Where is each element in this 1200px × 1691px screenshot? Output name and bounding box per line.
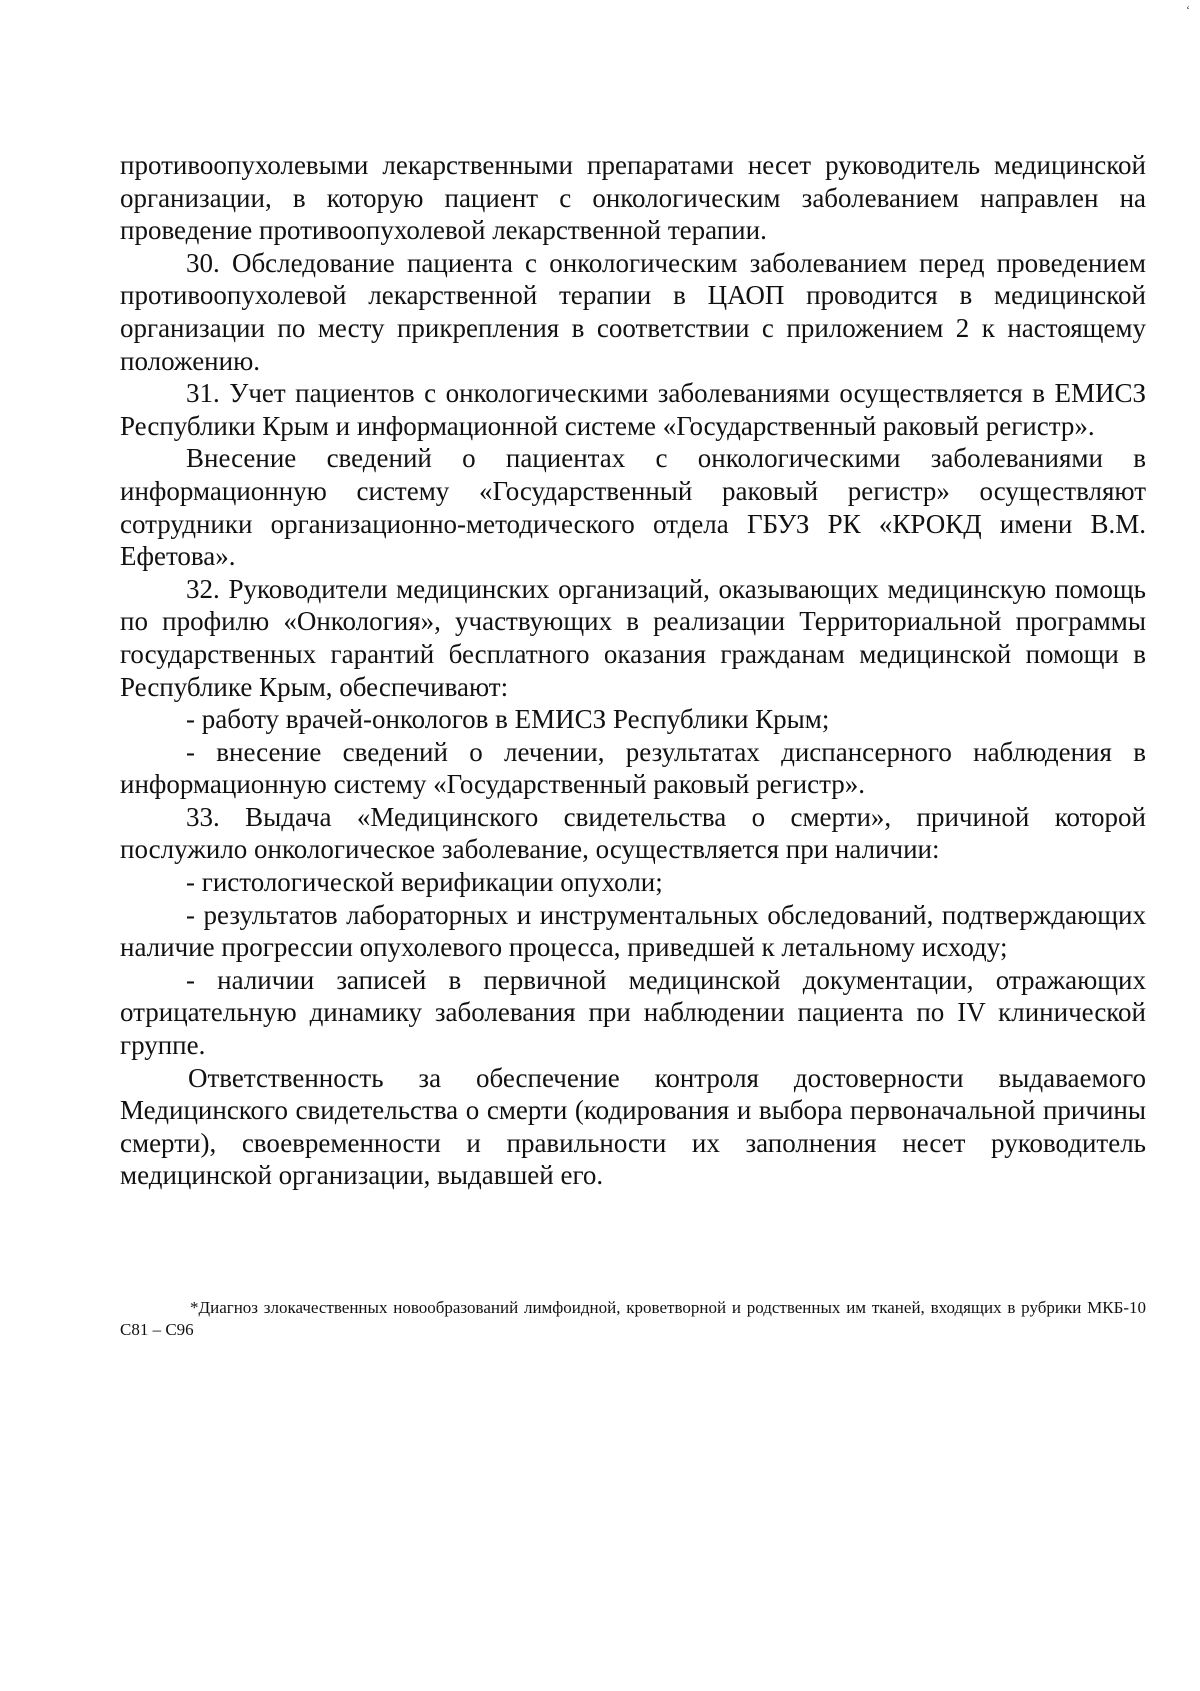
paragraph-32-item-oncologists: - работу врачей-онкологов в ЕМИСЗ Республики Крым; bbox=[186, 704, 830, 735]
footnote bbox=[120, 1297, 1146, 1341]
paragraph-32: 32. Руководители медицинских организаций, оказывающих медицинскую помощь по профилю «Онкология», участвующих в реализации Территориальной программы государственных гарантий бесплатного оказания гражданам медицинской помощи в Республике Крым, обеспечивают: bbox=[120, 573, 1146, 702]
scan-corner-mark: ʻ bbox=[1186, 3, 1190, 17]
paragraph-30: 30. Обследование пациента с онкологическим заболеванием перед проведением противоопухолевой лекарственной терапии в ЦАОП проводится в медицинской организации по месту прикрепления в соответствии с приложением 2 к настоящему положению. bbox=[120, 247, 1146, 376]
footnote-text: *Диагноз злокачественных новообразований лимфоидной, кроветворной и родственных им тканей, входящих в рубрики МКБ-10 С81 – С96 bbox=[120, 1298, 1146, 1339]
paragraph-33: 33. Выдача «Медицинского свидетельства о смерти», причиной которой послужило онкологическое заболевание, осуществляется при наличии: bbox=[120, 801, 1146, 865]
paragraph-33-item-results: - результатов лабораторных и инструментальных обследований, подтверждающих наличие прогрессии опухолевого процесса, приведшей к летальному исходу; bbox=[120, 899, 1146, 963]
paragraph-32-item-registry: - внесение сведений о лечении, результатах диспансерного наблюдения в информационную систему «Государственный раковый регистр». bbox=[120, 736, 1146, 800]
document-body bbox=[120, 149, 1146, 1192]
paragraph-31: 31. Учет пациентов с онкологическими заболеваниями осуществляется в ЕМИСЗ Республики Крым и информационной системе «Государственный раковый регистр». bbox=[120, 378, 1146, 441]
paragraph-31-registry-entry: Внесение сведений о пациентах с онкологическими заболеваниями в информационную систему «Государственный раковый регистр» осуществляют сотрудники организационно-методического отдела ГБУЗ РК «КРОКД имени В.М. Ефетова». bbox=[120, 443, 1146, 572]
paragraph-continuation: противоопухолевыми лекарственными препаратами несет руководитель медицинской организации, в которую пациент с онкологическим заболеванием направлен на проведение противоопухолевой лекарственной терапии. bbox=[120, 150, 1146, 246]
paragraph-33-responsibility: Ответственность за обеспечение контроля достоверности выдаваемого Медицинского свидетельства о смерти (кодирования и выбора первоначальной причины смерти), своевременности и правильности их заполнения несет руководитель медицинской организации, выдавшей его. bbox=[120, 1062, 1146, 1191]
paragraph-33-item-histology: - гистологической верификации опухоли; bbox=[186, 867, 663, 898]
paragraph-33-item-records: - наличии записей в первичной медицинской документации, отражающих отрицательную динамику заболевания при наблюдении пациента по IV клинической группе. bbox=[120, 964, 1146, 1061]
